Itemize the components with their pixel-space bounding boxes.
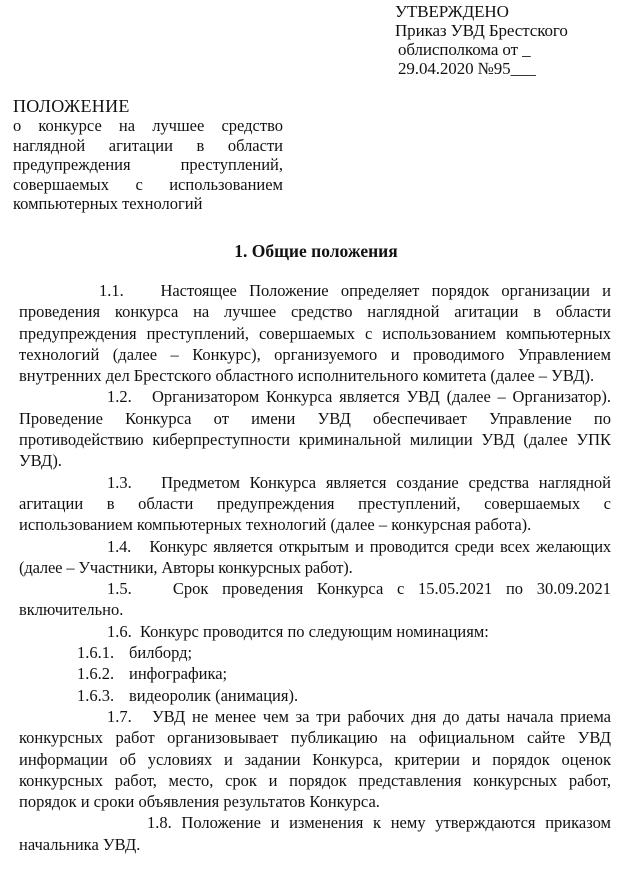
paragraph-1-1 bbox=[19, 280, 611, 386]
paragraph-number: 1.7. bbox=[107, 706, 132, 726]
approval-line-approved: УТВЕРЖДЕНО bbox=[395, 2, 509, 21]
list-item-number: 1.6.2. bbox=[77, 664, 115, 684]
paragraph-text: Настоящее Положение определяет порядок организации и проведения конкурса на лучшее средство наглядной агитации в области предупреждения преступлений, совершаемых с использованием компьютерных технологий (далее – Конкурс), организуемого и проводимого Управлением внутренних дел Брестского областного исполнительного комитета (далее – УВД). bbox=[19, 281, 612, 386]
paragraph-1-7 bbox=[19, 706, 611, 812]
paragraph-1-8 bbox=[19, 812, 611, 855]
document-heading: ПОЛОЖЕНИЕ bbox=[13, 96, 130, 116]
list-item-text: видеоролик (анимация). bbox=[129, 685, 299, 705]
document-subtitle-line: совершаемых с использованием bbox=[13, 174, 283, 194]
paragraph-text: Положение и изменения к нему утверждаются приказом начальника УВД. bbox=[19, 813, 611, 854]
paragraph-text: Предметом Конкурса является создание средства наглядной агитации в области предупреждения преступлений, совершаемых с использованием компьютерных технологий (далее – конкурсная работа). bbox=[19, 472, 611, 535]
list-item-nomination bbox=[19, 685, 611, 706]
list-item-text: инфографика; bbox=[129, 664, 228, 684]
document-body bbox=[19, 280, 611, 855]
approval-line-order: Приказ УВД Брестского bbox=[395, 21, 568, 40]
list-item-number: 1.6.1. bbox=[77, 643, 115, 663]
paragraph-1-3 bbox=[19, 472, 611, 536]
approval-line-authority: облисполкома от _ bbox=[398, 40, 531, 59]
approval-stamp bbox=[395, 2, 627, 78]
document-subtitle-line: компьютерных технологий bbox=[13, 194, 203, 214]
list-item-text: билборд; bbox=[129, 643, 193, 663]
document-title-block bbox=[13, 97, 283, 213]
paragraph-text: Срок проведения Конкурса с 15.05.2021 по 30.09.2021 включительно. bbox=[19, 579, 611, 620]
document-subtitle-line: наглядной агитации в области bbox=[13, 135, 283, 155]
list-item-nomination bbox=[19, 642, 611, 663]
document-subtitle-line: предупреждения преступлений, bbox=[13, 155, 283, 175]
paragraph-text: УВД не менее чем за три рабочих дня до даты начала приема конкурсных работ организовывает публикацию на официальном сайте УВД информации об условиях и задании Конкурса, критерии и порядок оценок конкурсных работ, место, срок и порядок представления конкурсных работ, порядок и сроки объявления результатов Конкурса. bbox=[19, 706, 612, 812]
list-item-nomination bbox=[19, 663, 611, 684]
list-item-number: 1.6.3. bbox=[77, 685, 115, 705]
document-subtitle-line: о конкурсе на лучшее средство bbox=[13, 116, 283, 136]
paragraph-number: 1.6. bbox=[107, 621, 132, 641]
paragraph-number: 1.2. bbox=[107, 387, 132, 407]
paragraph-1-2 bbox=[19, 386, 611, 471]
paragraph-text: Организатором Конкурса является УВД (далее – Организатор). Проведение Конкурса от имени УВД обеспечивает Управление по противодействию киберпреступности криминальной милиции УВД (далее УПК УВД). bbox=[19, 387, 612, 471]
approval-line-date: 29.04.2020 №95___ bbox=[398, 59, 536, 78]
paragraph-text: Конкурс является открытым и проводится среди всех желающих (далее – Участники, Авторы конкурсных работ). bbox=[19, 536, 611, 577]
paragraph-number: 1.5. bbox=[107, 579, 132, 599]
paragraph-1-5 bbox=[19, 578, 611, 621]
paragraph-1-4 bbox=[19, 536, 611, 579]
paragraph-1-6 bbox=[19, 621, 611, 642]
section-title: 1. Общие положения bbox=[234, 241, 398, 261]
paragraph-number: 1.1. bbox=[99, 281, 124, 300]
paragraph-number: 1.4. bbox=[107, 536, 132, 556]
paragraph-text: Конкурс проводится по следующим номинациям: bbox=[140, 621, 489, 641]
paragraph-number: 1.3. bbox=[107, 472, 132, 492]
paragraph-number: 1.8. bbox=[147, 813, 172, 833]
